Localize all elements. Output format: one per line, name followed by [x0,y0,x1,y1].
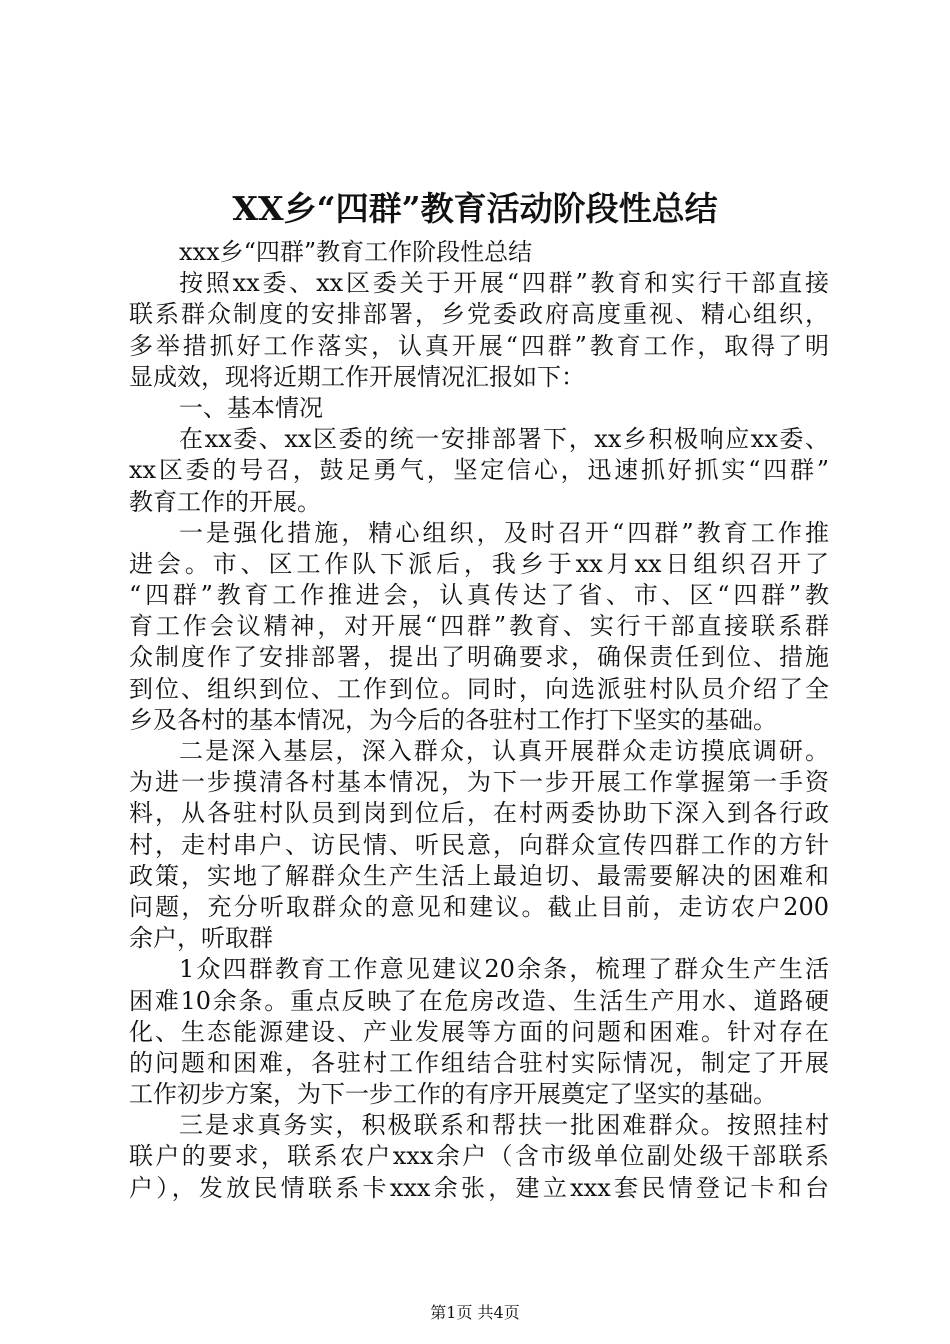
paragraph-line: 二是深入基层，深入群众，认真开展群众走访摸底调研。 [179,737,829,765]
paragraph-line: 一是强化措施，精心组织，及时召开“四群”教育工作推 [179,518,829,547]
paragraph-line: 到位、组织到位、工作到位。同时，向选派驻村队员介绍了全 [129,674,829,703]
paragraph-line: 在xx委、xx区委的统一安排部署下，xx乡积极响应xx委、 [179,425,829,454]
paragraph-line: 1众四群教育工作意见建议20余条，梳理了群众生产生活 [179,955,829,984]
paragraph-line: 问题，充分听取群众的意见和建议。截止目前，走访农户200 [129,892,829,921]
paragraph-line: 联户的要求，联系农户xxx余户（含市级单位副处级干部联系 [129,1142,829,1171]
paragraph-line: “四群”教育工作推进会，认真传达了省、市、区“四群”教 [129,581,829,610]
paragraph-line: 三是求真务实，积极联系和帮扶一批困难群众。按照挂村 [179,1111,829,1140]
paragraph-line: 多举措抓好工作落实，认真开展“四群”教育工作，取得了明 [129,331,829,360]
paragraph-line: 的问题和困难，各驻村工作组结合驻村实际情况，制定了开展 [129,1048,829,1077]
section-heading: 一、基本情况 [179,393,323,422]
paragraph-line: 为进一步摸清各村基本情况，为下一步开展工作掌握第一手资 [129,768,829,797]
document-body [129,237,829,1204]
paragraph-line: xx区委的号召，鼓足勇气，坚定信心，迅速抓好抓实“四群” [129,456,829,485]
paragraph-line: 显成效，现将近期工作开展情况汇报如下： [129,362,585,391]
paragraph-line: 村，走村串户、访民情、听民意，向群众宣传四群工作的方针 [129,830,829,859]
paragraph-line: 户），发放民情联系卡xxx余张，建立xxx套民情登记卡和台 [129,1173,829,1202]
paragraph-line: 按照xx委、xx区委关于开展“四群”教育和实行干部直接 [179,269,829,298]
paragraph-line: 困难10余条。重点反映了在危房改造、生活生产用水、道路硬 [129,986,829,1015]
paragraph-line: 乡及各村的基本情况，为今后的各驻村工作打下坚实的基础。 [129,705,777,734]
paragraph-line: 化、生态能源建设、产业发展等方面的问题和困难。针对存在 [129,1017,829,1046]
paragraph-line: 教育工作的开展。 [129,487,321,516]
paragraph-line: 政策，实地了解群众生产生活上最迫切、最需要解决的困难和 [129,861,829,890]
paragraph-line: 工作初步方案，为下一步工作的有序开展奠定了坚实的基础。 [129,1080,777,1109]
subtitle-line: xxx乡“四群”教育工作阶段性总结 [179,238,533,266]
paragraph-line: 料，从各驻村队员到岗到位后，在村两委协助下深入到各行政 [129,799,829,828]
paragraph-line: 育工作会议精神，对开展“四群”教育、实行干部直接联系群 [129,612,829,641]
paragraph-line: 进会。市、区工作队下派后，我乡于xx月xx日组织召开了 [129,549,829,578]
paragraph-line: 联系群众制度的安排部署，乡党委政府高度重视、精心组织， [129,300,829,329]
paragraph-line: 余户，听取群 [129,924,273,953]
document-title: XX乡“四群”教育活动阶段性总结 [232,189,718,228]
page-number: 第1页 共4页 [430,1303,520,1322]
paragraph-line: 众制度作了安排部署，提出了明确要求，确保责任到位、措施 [129,643,829,672]
